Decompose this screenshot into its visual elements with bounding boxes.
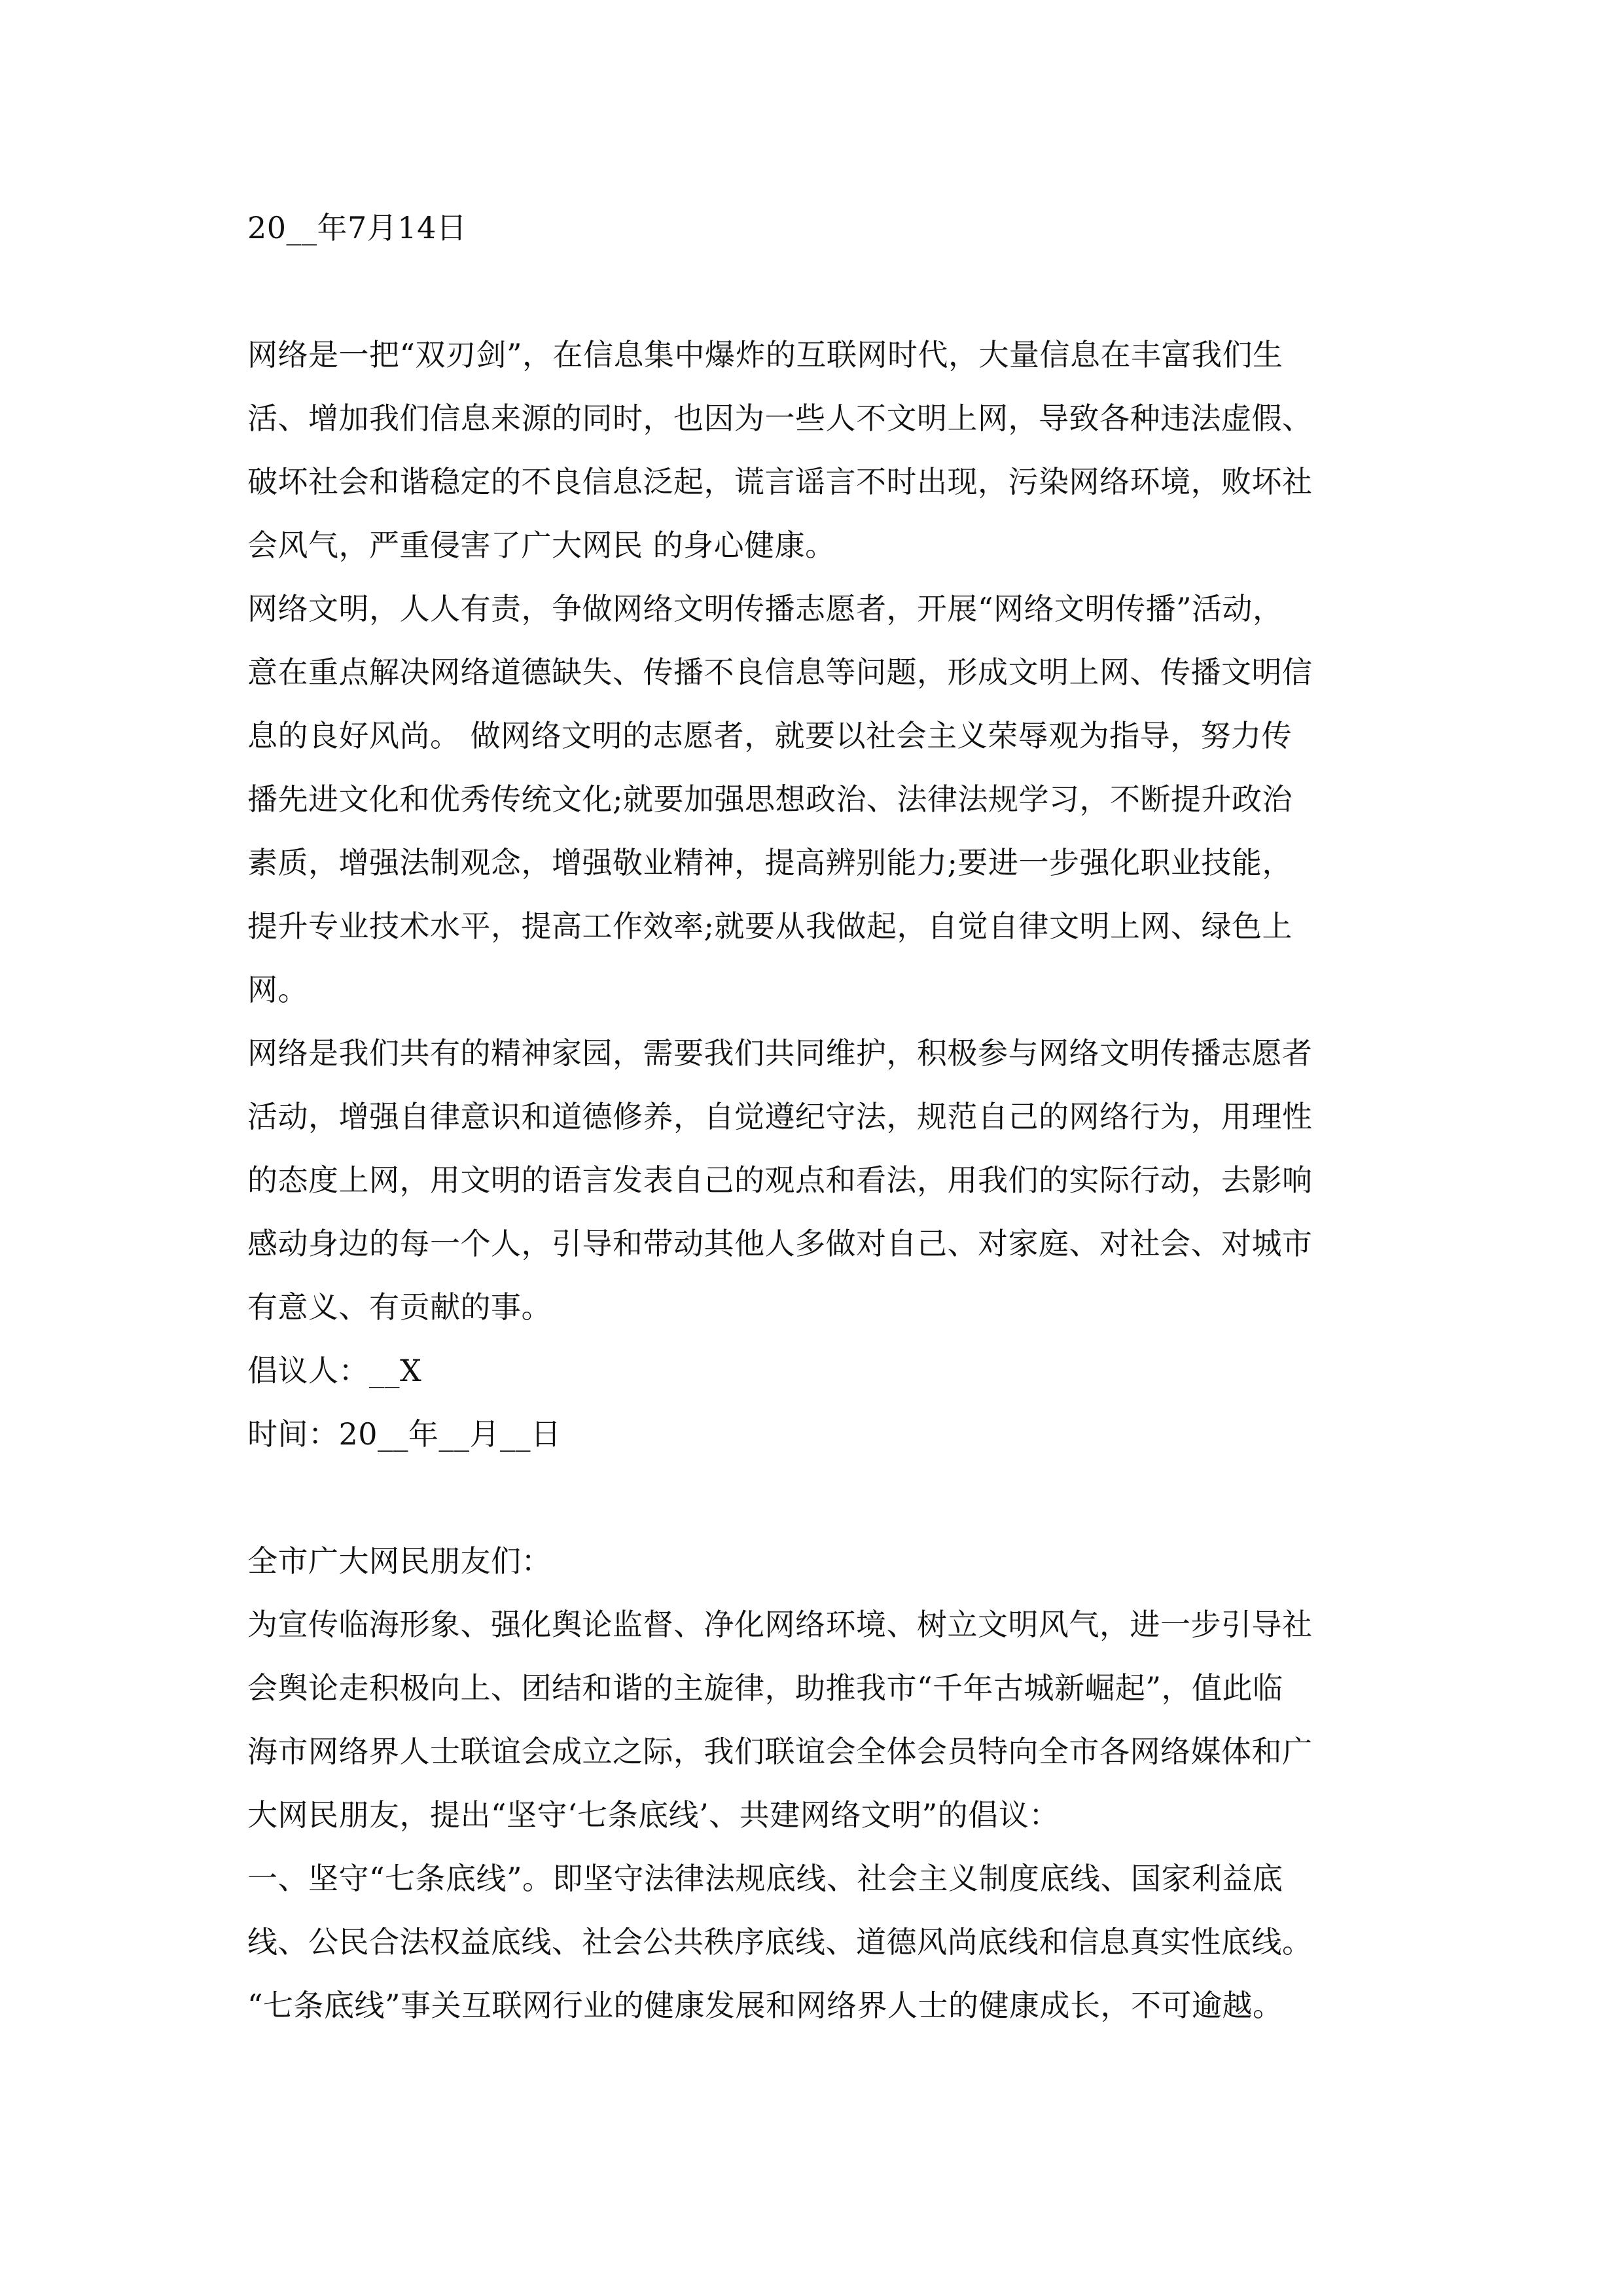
text-line: 提升专业技术水平，提高工作效率;就要从我做起，自觉自律文明上网、绿色上 [247, 908, 1293, 944]
text-line: 海市网络界人士联谊会成立之际，我们联谊会全体会员特向全市各网络媒体和广 [247, 1734, 1313, 1769]
text-line: 的态度上网，用文明的语言发表自己的观点和看法，用我们的实际行动，去影响 [247, 1162, 1313, 1198]
text-line: 会风气，严重侵害了广大网民 的身心健康。 [247, 528, 836, 563]
blank-line [247, 260, 1399, 323]
text-line: 活动，增强自律意识和道德修养，自觉遵纪守法，规范自己的网络行为，用理性 [247, 1099, 1313, 1134]
text-line: 破坏社会和谐稳定的不良信息泛起，谎言谣言不时出现，污染网络环境，败坏社 [247, 464, 1313, 499]
time-line: 时间：20__年__月__日 [247, 1416, 562, 1452]
paragraph [247, 1022, 1399, 1339]
text-line: 息的良好风尚。 做网络文明的志愿者，就要以社会主义荣辱观为指导，努力传 [247, 718, 1293, 753]
proposer-line: 倡议人：__X [247, 1353, 422, 1388]
paragraph [247, 1593, 1399, 1847]
text-line: 线、公民合法权益底线、社会公共秩序底线、道德风尚底线和信息真实性底线。 [247, 1924, 1313, 1960]
text-line: 网络是一把“双刃剑”，在信息集中爆炸的互联网时代，大量信息在丰富我们生 [247, 337, 1283, 372]
text-line: 素质，增强法制观念，增强敬业精神，提高辨别能力;要进一步强化职业技能， [247, 845, 1293, 880]
document-body [247, 196, 1399, 2037]
text-line: 有意义、有贡献的事。 [247, 1289, 552, 1325]
text-line: 活、增加我们信息来源的同时，也因为一些人不文明上网，导致各种违法虚假、 [247, 401, 1313, 436]
date-line: 20__年7月14日 [247, 210, 467, 245]
text-line: 网络是我们共有的精神家园，需要我们共同维护，积极参与网络文明传播志愿者 [247, 1035, 1313, 1071]
text-line: 大网民朋友，提出“坚守‘七条底线’、共建网络文明”的倡议： [247, 1797, 1060, 1833]
paragraph [247, 1847, 1399, 2037]
greeting-line: 全市广大网民朋友们： [247, 1543, 552, 1579]
text-line: 意在重点解决网络道德缺失、传播不良信息等问题，形成文明上网、传播文明信 [247, 655, 1313, 690]
paragraph [247, 577, 1399, 1022]
paragraph [247, 323, 1399, 577]
text-line: “七条底线”事关互联网行业的健康发展和网络界人士的健康成长，不可逾越。 [247, 1988, 1283, 2023]
text-line: 为宣传临海形象、强化舆论监督、净化网络环境、树立文明风气，进一步引导社 [247, 1607, 1313, 1642]
text-line: 会舆论走积极向上、团结和谐的主旋律，助推我市“千年古城新崛起”，值此临 [247, 1670, 1283, 1706]
blank-line [247, 1466, 1399, 1530]
text-line: 网。 [247, 972, 308, 1007]
text-line: 网络文明，人人有责，争做网络文明传播志愿者，开展“网络文明传播”活动， [247, 591, 1283, 626]
text-line: 感动身边的每一个人，引导和带动其他人多做对自己、对家庭、对社会、对城市 [247, 1226, 1313, 1261]
text-line: 播先进文化和优秀传统文化;就要加强思想政治、法律法规学习，不断提升政治 [247, 781, 1293, 817]
text-line: 一、坚守“七条底线”。即坚守法律法规底线、社会主义制度底线、国家利益底 [247, 1861, 1283, 1896]
